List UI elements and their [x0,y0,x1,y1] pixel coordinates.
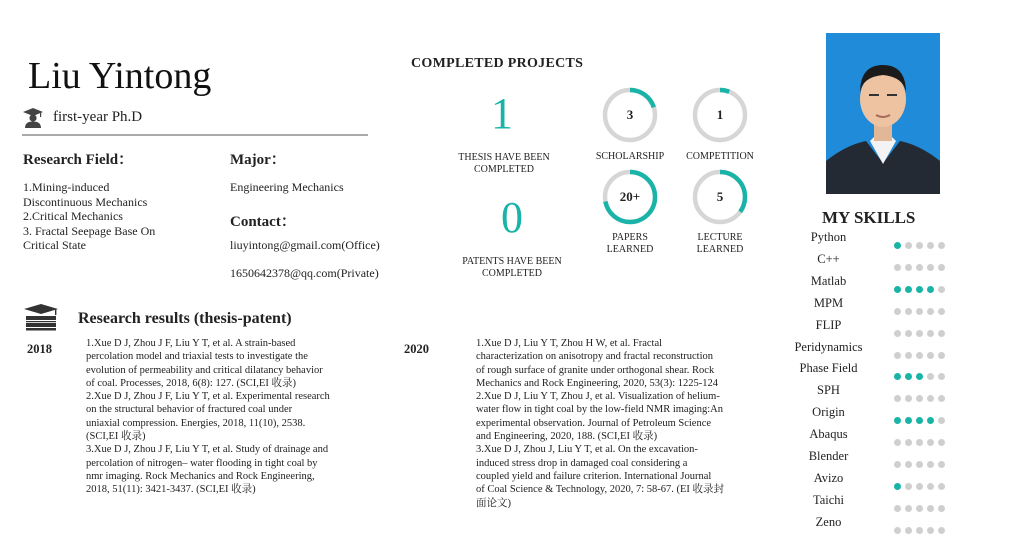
skill-dot-empty [905,242,912,249]
research-field-item: 3. Fractal Seepage Base On [23,223,156,238]
publication-line: 3.Xue D J, Zhou J, Liu Y T, et al. On the excavation- [476,444,698,456]
publication-line: 2.Xue D J, Zhou J F, Liu Y T, et al. Experimental research [86,391,330,403]
skill-row [770,340,970,358]
skill-dot-empty [927,527,934,534]
skill-dot-filled [916,286,923,293]
publication-line: of Coal Science & Technology, 2020, 7: 58-67. (EI 收录封 [476,484,725,496]
skill-row [770,274,970,292]
skill-dot-empty [894,264,901,271]
skill-level-dots [894,387,949,406]
skill-row [770,318,970,336]
publication-line: uniaxial compression. Energies, 2018, 11(10), 2538. [86,417,306,429]
publication-line: of rough surface of granite under orthogonal shear. Rock [476,364,715,376]
year-label: 2018 [27,342,52,356]
contact-heading: Contact： [230,214,296,230]
ring-scholarship [601,86,659,144]
ring-value: 3 [626,107,634,122]
research-field-heading: Research Field： [23,152,134,168]
profile-photo [826,33,940,194]
contact-office-email[interactable]: liuyintong@gmail.com(Office) [230,238,380,252]
skill-dot-empty [938,439,945,446]
skill-level-dots [894,300,949,319]
skill-dot-empty [938,395,945,402]
books-icon [22,303,60,331]
ring-caption-line: LEARNED [696,244,744,255]
ring-caption: SCHOLARSHIP [595,151,665,162]
ring-value: 20+ [619,189,641,204]
skill-dot-empty [916,461,923,468]
skill-dot-empty [916,527,923,534]
skill-row [770,515,970,533]
skill-dot-empty [916,505,923,512]
skill-dot-empty [938,483,945,490]
skill-dot-empty [894,395,901,402]
skill-dot-empty [894,527,901,534]
patents-caption-line: COMPLETED [482,268,542,279]
ring-caption-line: PAPERS [612,232,648,243]
skill-dot-empty [916,242,923,249]
skill-dot-empty [938,352,945,359]
publication-line: percolation of nitrogen– water flooding in tight coal by [86,457,318,469]
skill-dot-empty [894,330,901,337]
skill-dot-empty [916,439,923,446]
skill-name: Matlab [810,273,847,288]
skill-level-dots [894,256,949,275]
skill-level-dots [894,365,949,384]
ring-caption-line: LEARNED [606,244,654,255]
skill-row [770,427,970,445]
ring-lecture [691,168,749,226]
skill-dot-filled [894,286,901,293]
ring-caption [580,232,680,256]
skill-dot-empty [905,395,912,402]
skill-dot-empty [927,308,934,315]
skill-dot-empty [938,505,945,512]
skill-name: Taichi [812,492,845,507]
research-field-item: Discontinuous Mechanics [23,194,148,209]
skill-row [770,361,970,379]
skill-level-dots [894,344,949,363]
skill-dot-empty [938,461,945,468]
patents-count: 0 [501,193,523,242]
publication-line: Mechanics and Rock Engineering, 2020, 53(3): 1225-124 [476,377,719,389]
skill-name: C++ [817,251,840,266]
skill-row [770,471,970,489]
year-label: 2020 [404,342,429,356]
skill-dot-filled [905,286,912,293]
skill-dot-empty [905,461,912,468]
skill-name: Abaqus [809,427,848,442]
portrait-image [826,33,940,194]
skill-level-dots [894,322,949,341]
skill-dot-empty [916,264,923,271]
skill-dot-empty [927,483,934,490]
skill-dot-empty [927,461,934,468]
thesis-caption [440,152,568,176]
publication-line: and Engineering, 2020, 188. (SCI,EI 收录) [476,431,658,443]
publication-line: 2018, 51(11): 3421-3437. (SCI,EI 收录) [86,484,256,496]
skill-name: SPH [817,383,840,398]
skill-dot-empty [894,439,901,446]
skill-dot-empty [905,527,912,534]
thesis-caption-line: THESIS HAVE BEEN [458,152,550,163]
skill-level-dots [894,453,949,472]
skill-name: Origin [812,405,845,420]
publication-line: of coal. Processes, 2018, 6(8): 127. (SCI,EI 收录) [86,377,296,389]
skill-dot-empty [938,264,945,271]
skill-dot-empty [905,483,912,490]
skill-row [770,449,970,467]
academic-rank: first-year Ph.D [53,109,143,125]
person-name: Liu Yintong [28,55,212,97]
research-field-list [23,180,213,253]
publication-line: 2.Xue D J, Liu Y T, Zhou J, et al. Visualization of helium- [476,391,720,403]
skill-dot-empty [916,395,923,402]
completed-projects-title: COMPLETED PROJECTS [411,56,584,71]
skill-dot-empty [894,352,901,359]
skill-row [770,405,970,423]
skill-dot-empty [905,330,912,337]
skill-dot-empty [916,483,923,490]
skill-dot-empty [905,264,912,271]
skill-name: Avizo [813,470,844,485]
skill-dot-empty [927,242,934,249]
skill-dot-empty [938,286,945,293]
ring-caption-line: LECTURE [697,232,743,243]
skill-dot-empty [905,352,912,359]
publication-list-2018 [86,337,386,497]
skill-dot-empty [927,395,934,402]
research-field-item: 2.Critical Mechanics [23,209,123,223]
skill-dot-empty [927,373,934,380]
publication-line: characterization on anisotropy and fractal reconstruction [476,351,714,363]
skill-dot-empty [938,373,945,380]
skill-dot-filled [927,286,934,293]
skill-row [770,383,970,401]
skill-dot-filled [905,373,912,380]
ring-competition [691,86,749,144]
publication-line: percolation model and triaxial tests to investigate the [86,351,308,363]
publication-line: nmr imaging. Rock Mechanics and Rock Engineering, [86,470,315,482]
publication-line: (SCI,EI 收录) [86,431,146,443]
skill-dot-empty [905,308,912,315]
skill-row [770,296,970,314]
ring-value: 5 [716,189,724,204]
major-heading: Major： [230,152,286,168]
skill-name: Phase Field [799,361,858,376]
skill-dot-empty [916,308,923,315]
skill-level-dots [894,409,949,428]
skill-dot-empty [927,505,934,512]
research-results-title: Research results (thesis-patent) [78,310,292,327]
publication-line: 1.Xue D J, Zhou J F, Liu Y T, et al. A strain-based [86,338,296,349]
skill-dot-empty [894,308,901,315]
skill-name: MPM [813,295,844,310]
skill-name: FLIP [815,317,842,332]
skill-dot-empty [894,505,901,512]
thesis-caption-line: COMPLETED [474,164,534,175]
header-divider [22,134,368,136]
skill-dot-filled [894,483,901,490]
publication-list-2020 [476,337,776,510]
skill-level-dots [894,234,949,253]
skill-dot-empty [938,242,945,249]
skill-dot-empty [927,352,934,359]
contact-private-email[interactable]: 1650642378@qq.com(Private) [230,266,379,280]
skill-dot-filled [894,242,901,249]
skill-dot-empty [938,330,945,337]
skill-level-dots [894,475,949,494]
research-field-item: 1.Mining-induced [23,180,110,194]
skill-row [770,252,970,270]
ring-value: 1 [716,107,724,122]
skill-dot-empty [927,439,934,446]
publication-line: evolution of permeability and critical dilatancy behavior [86,364,323,376]
skill-name: Blender [808,449,849,463]
publication-line: coupled yield and failure criterion. International Journal [476,470,712,482]
skill-dot-filled [894,417,901,424]
publication-line: 3.Xue D J, Zhou J F, Liu Y T, et al. Study of drainage and [86,444,329,456]
skill-level-dots [894,519,949,538]
publication-line: induced stress drop in damaged coal considering a [476,457,688,469]
skill-level-dots [894,278,949,297]
skill-dot-empty [916,330,923,337]
skill-name: Peridynamics [794,339,863,354]
ring-caption: COMPETITION [686,151,754,162]
patents-caption [448,256,576,280]
skill-dot-empty [905,505,912,512]
skill-level-dots [894,497,949,516]
skill-dot-filled [905,417,912,424]
skill-dot-filled [927,417,934,424]
research-field-item: Critical State [23,238,86,252]
skill-dot-empty [894,461,901,468]
skill-dot-filled [916,373,923,380]
ring-caption [670,232,770,256]
skill-dot-empty [927,264,934,271]
graduate-icon [22,106,44,128]
patents-caption-line: PATENTS HAVE BEEN [462,256,562,267]
skill-row [770,493,970,511]
ring-papers [601,168,659,226]
major-value: Engineering Mechanics [230,180,344,194]
skill-name: Python [810,230,847,244]
publication-line: 1.Xue D J, Liu Y T, Zhou H W, et al. Fractal [476,338,663,349]
skill-name: Zeno [815,514,842,529]
skill-dot-filled [894,373,901,380]
thesis-count: 1 [491,89,513,138]
skill-dot-empty [938,308,945,315]
skill-dot-empty [938,527,945,534]
publication-line: on the structural behavior of fractured coal under [86,404,293,416]
skill-dot-empty [938,417,945,424]
skill-dot-empty [927,330,934,337]
publication-line: water flow in tight coal by the low-field NMR imaging:An [476,404,723,416]
skill-dot-filled [916,417,923,424]
skill-row [770,230,970,248]
skill-dot-empty [905,439,912,446]
skills-title: MY SKILLS [822,208,916,227]
publication-line: 面论文) [476,497,511,509]
skill-level-dots [894,431,949,450]
publication-line: experimental observation. Journal of Petroleum Science [476,417,712,429]
skill-dot-empty [916,352,923,359]
